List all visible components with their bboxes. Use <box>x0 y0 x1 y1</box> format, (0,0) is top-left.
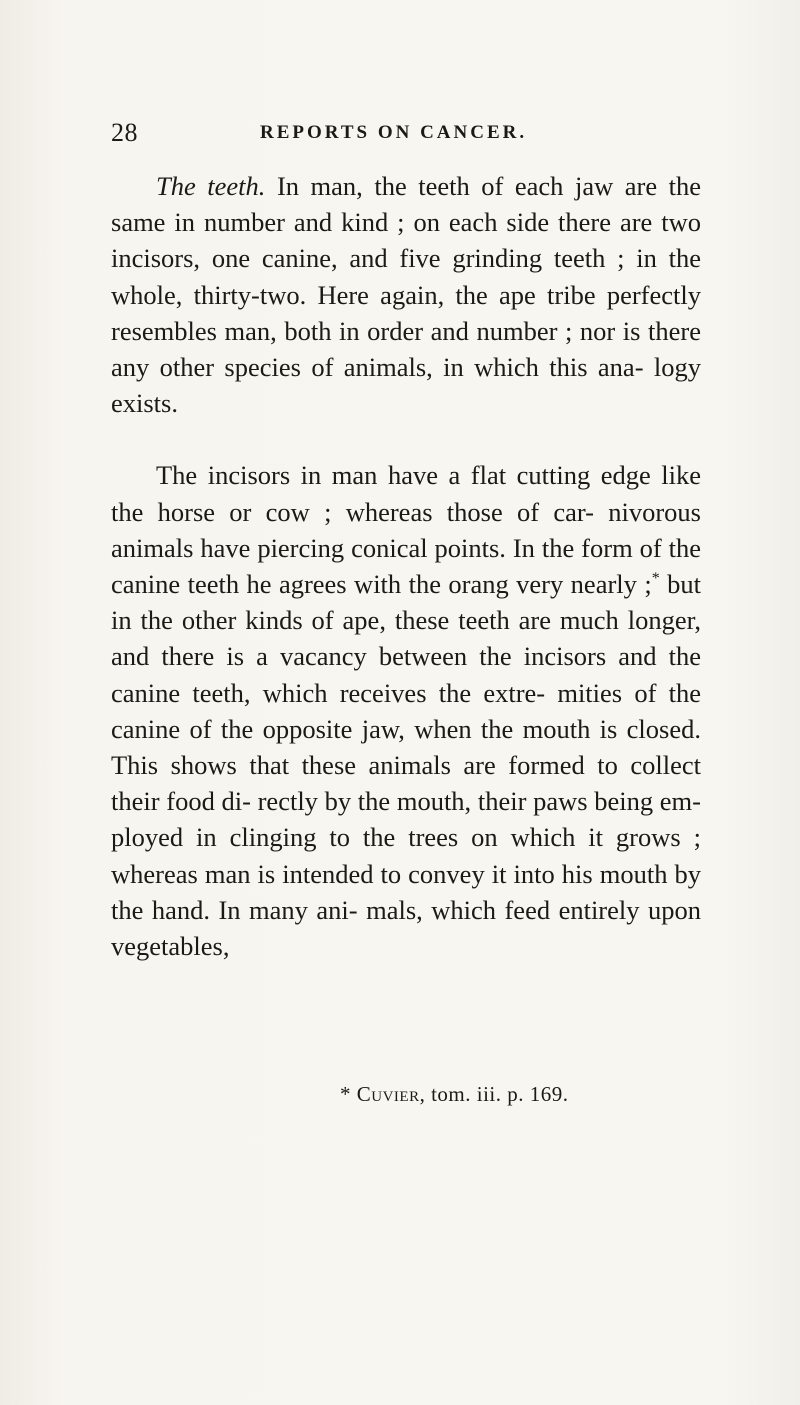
footnote-citation: , tom. iii. p. 169. <box>419 1082 569 1106</box>
running-head: REPORTS ON CANCER. <box>260 122 528 143</box>
paragraph-text: but in the other kinds of ape, these teeth are much longer, and there is a vacancy between the incisors and the canine teeth, which receives the extre- mities of the canine of the opposite jaw, when the mouth is closed. This shows that these animals are formed to collect their food di- rectly by the mouth, their paws being em- ployed in clinging to the trees on which it grows ; whereas man is intended to convey it into his mouth by the hand. In many ani- mals, which feed entirely upon vegetables, <box>111 569 701 962</box>
paragraph-text: In man, the teeth of each jaw are the same in number and kind ; on each side there are two incisors, one canine, and five grinding teeth ; in the whole, thirty-two. Here again, the ape tribe perfectly resembles man, both in order and number ; nor is there any other species of animals, in which this ana- logy exists. <box>111 171 702 419</box>
footnote-author: Cuvier <box>356 1082 420 1106</box>
page-number: 28 <box>111 118 138 147</box>
page-header <box>111 118 711 158</box>
footnote-mark: * <box>340 1082 351 1106</box>
paragraph-teeth <box>111 168 701 421</box>
paragraph-incisors <box>111 457 701 964</box>
body-text <box>111 168 701 964</box>
paragraph-lead: The teeth. <box>156 171 266 201</box>
footnote-reference: * <box>651 570 660 588</box>
footnote <box>340 1082 569 1107</box>
paragraph-text: The incisors in man have a flat cutting edge like the horse or cow ; whereas those of car- nivorous animals have piercing conical points. In the form of the canine teeth he agrees with the orang very nearly ; <box>111 460 701 600</box>
